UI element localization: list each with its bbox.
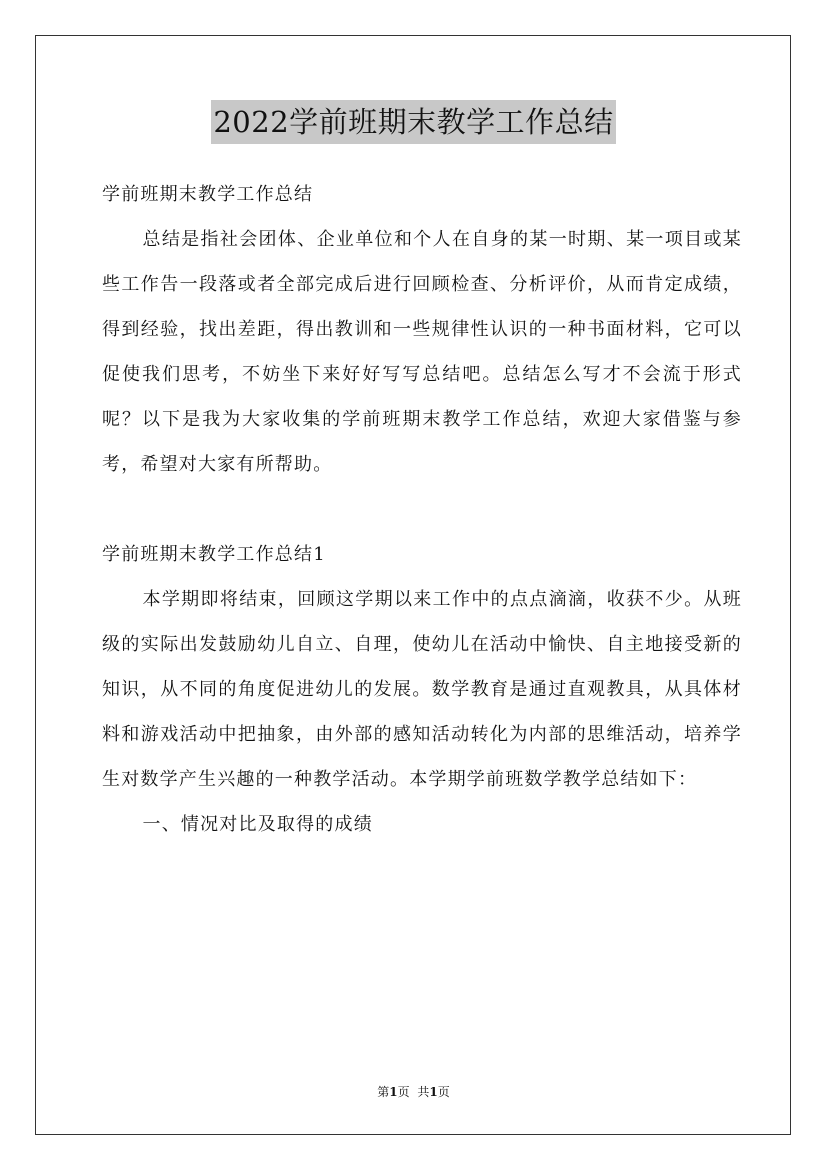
section-heading: 学前班期末教学工作总结1 [102,544,326,565]
footer-total-suffix: 页 [437,1085,450,1099]
page-footer [0,1083,827,1101]
title-container [0,100,827,144]
section-paragraph: 本学期即将结束，回顾这学期以来工作中的点点滴滴，收获不少。从班级的实际出发鼓励幼儿自立、自理，使幼儿在活动中愉快、自主地接受新的知识，从不同的角度促进幼儿的发展。数学教育是通过直观教具，从具体材料和游戏活动中把抽象，由外部的感知活动转化为内部的思维活动，培养学生对数学产生兴趣的一种教学活动。本学期学前班数学教学总结如下： [102,589,742,790]
footer-page-suffix: 页 [397,1085,410,1099]
footer-page-current: 1 [389,1085,398,1099]
intro-paragraph: 总结是指社会团体、企业单位和个人在自身的某一时期、某一项目或某些工作告一段落或者全部完成后进行回顾检查、分析评价，从而肯定成绩，得到经验，找出差距，得出教训和一些规律性认识的一种书面材料，它可以促使我们思考，不妨坐下来好好写写总结吧。总结怎么写才不会流于形式呢？以下是我为大家收集的学前班期末教学工作总结，欢迎大家借鉴与参考，希望对大家有所帮助。 [102,229,742,475]
document-subtitle: 学前班期末教学工作总结 [102,184,314,205]
document-body [102,172,742,847]
footer-page-total: 1 [429,1085,438,1099]
footer-total-prefix: 共 [417,1085,430,1099]
paragraph-spacer [102,487,742,532]
subheading: 一、情况对比及取得的成绩 [142,814,373,835]
footer-page-prefix: 第 [377,1085,390,1099]
document-title: 2022学前班期末教学工作总结 [211,100,615,144]
